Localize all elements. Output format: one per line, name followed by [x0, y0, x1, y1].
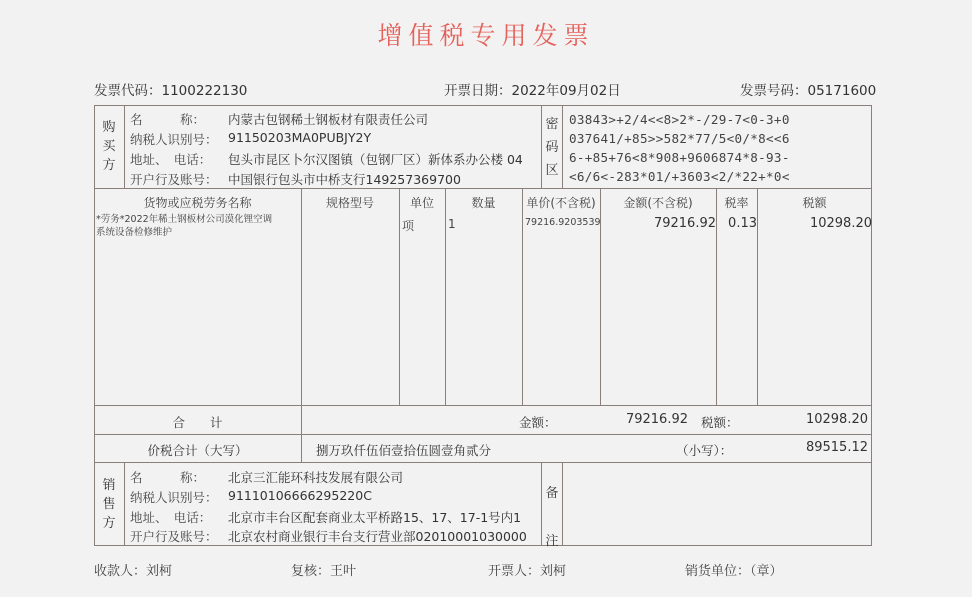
grand-total-label: 价税合计（大写）	[147, 443, 248, 458]
cipher-line-3: 6-+85+76<8*908+9606874*8-93-	[569, 150, 790, 165]
buyer-address-value: 包头市昆区卜尔汉图镇（包钢厂区）新体系办公楼 04	[228, 152, 523, 167]
col-header-name: 货物或应税劳务名称	[143, 196, 252, 210]
buyer-tax-id-label: 纳税人识别号：	[130, 132, 218, 147]
col-header-amount: 金额(不含税)	[623, 196, 693, 210]
buyer-bank-value: 中国银行包头市中桥支行149257369700	[228, 172, 461, 187]
invoice-date-label: 开票日期：	[444, 83, 512, 99]
seller-tax-id-label: 纳税人识别号：	[130, 490, 218, 505]
divider-grand-seller	[94, 462, 872, 463]
divider-totals-grand	[94, 434, 872, 435]
invoice-number-label: 发票号码：	[740, 83, 808, 99]
col-divider-qty	[445, 188, 446, 405]
col-header-rate: 税率	[724, 196, 749, 210]
buyer-cipher-divider	[541, 105, 542, 188]
remarks-label-divider	[562, 462, 563, 546]
col-divider-price	[522, 188, 523, 405]
buyer-name-label: 名 称：	[130, 112, 206, 127]
item-qty: 1	[448, 217, 456, 231]
cipher-line-1: 03843>+2/4<<8>2*-/29-7<0-3+0	[569, 112, 790, 127]
footer-payee-label: 收款人：	[94, 564, 147, 579]
cipher-section-label: 密码区	[545, 117, 559, 178]
footer-reviewer-label: 复核：	[291, 564, 331, 579]
grand-total-upper-value: 捌万玖仟伍佰壹拾伍圆壹角贰分	[316, 443, 492, 458]
col-divider-unit	[399, 188, 400, 405]
col-header-price: 单价(不含税)	[526, 196, 596, 210]
totals-label-divider	[301, 405, 302, 462]
footer-drawer-label: 开票人：	[488, 564, 541, 579]
seller-bank-label: 开户行及账号：	[130, 529, 218, 544]
col-header-tax: 税额	[802, 196, 827, 210]
invoice-number-value: 05171600	[807, 83, 877, 99]
invoice-date	[444, 79, 621, 99]
totals-amount-value: 79216.92	[625, 412, 688, 427]
buyer-tax-id-value: 91150203MA0PUBJY2Y	[228, 130, 372, 145]
divider-items-totals	[94, 405, 872, 406]
footer-drawer-value: 刘柯	[540, 564, 567, 579]
grand-total-lower-label: （小写）：	[676, 443, 733, 458]
invoice-date-value: 2022年09月02日	[511, 83, 621, 99]
totals-tax-label: 税额：	[701, 415, 739, 430]
cipher-line-2: 037641/+85>>582*77/5<0/*8<<6	[569, 131, 790, 146]
invoice-code	[94, 79, 247, 99]
buyer-address-label: 地址、 电话：	[130, 152, 212, 167]
invoice-title: 增值税专用发票	[377, 21, 595, 50]
totals-tax-value: 10298.20	[805, 412, 868, 427]
seller-name-value: 北京三汇能环科技发展有限公司	[228, 470, 404, 485]
divider-buyer-items	[94, 188, 872, 189]
item-price: 79216.9203539	[525, 217, 601, 228]
buyer-section-label: 购买方	[102, 120, 116, 173]
seller-name-label: 名 称：	[130, 470, 206, 485]
item-name-line2: 系统设备检修维护	[96, 227, 173, 238]
seller-section-label: 销售方	[102, 478, 116, 531]
col-header-qty: 数量	[471, 196, 496, 210]
buyer-name-value: 内蒙古包钢稀土钢板材有限责任公司	[228, 112, 429, 127]
seller-label-divider	[124, 462, 125, 546]
buyer-bank-label: 开户行及账号：	[130, 172, 218, 187]
seller-address-label: 地址、 电话：	[130, 510, 212, 525]
totals-label: 合 计	[172, 415, 223, 430]
col-divider-spec	[301, 188, 302, 405]
footer-reviewer	[291, 560, 356, 579]
item-rate: 0.13	[728, 216, 757, 231]
footer-seller-seal: 销货单位：（章）	[685, 564, 783, 579]
footer-payee-value: 刘柯	[146, 564, 173, 579]
seller-tax-id-value: 91110106666295220C	[228, 488, 372, 503]
invoice-code-label: 发票代码：	[94, 83, 162, 99]
item-tax: 10298.20	[809, 216, 872, 231]
footer-reviewer-value: 王叶	[330, 564, 357, 579]
item-unit: 项	[402, 219, 415, 233]
footer-payee	[94, 560, 172, 579]
seller-remarks-divider	[541, 462, 542, 546]
item-name-line1: *劳务*2022年稀土钢板材公司漠化锂空调	[96, 214, 273, 225]
col-header-spec: 规格型号	[325, 196, 374, 210]
invoice-code-value: 1100222130	[161, 83, 248, 99]
item-amount: 79216.92	[653, 216, 716, 231]
col-header-unit: 单位	[409, 196, 434, 210]
seller-bank-value: 北京农村商业银行丰台支行营业部02010001030000	[228, 529, 527, 544]
totals-amount-label: 金额：	[519, 415, 557, 430]
cipher-line-4: <6/6<-283*01/+3603<2/*22+*0<	[569, 169, 790, 184]
invoice-number	[740, 79, 876, 99]
buyer-label-divider	[124, 105, 125, 188]
remarks-section-label: 备注	[545, 486, 559, 549]
seller-address-value: 北京市丰台区配套商业太平桥路15、17、17-1号内1	[228, 510, 522, 525]
footer-drawer	[488, 560, 566, 579]
grand-total-lower-value: 89515.12	[805, 440, 868, 455]
cipher-label-divider	[562, 105, 563, 188]
